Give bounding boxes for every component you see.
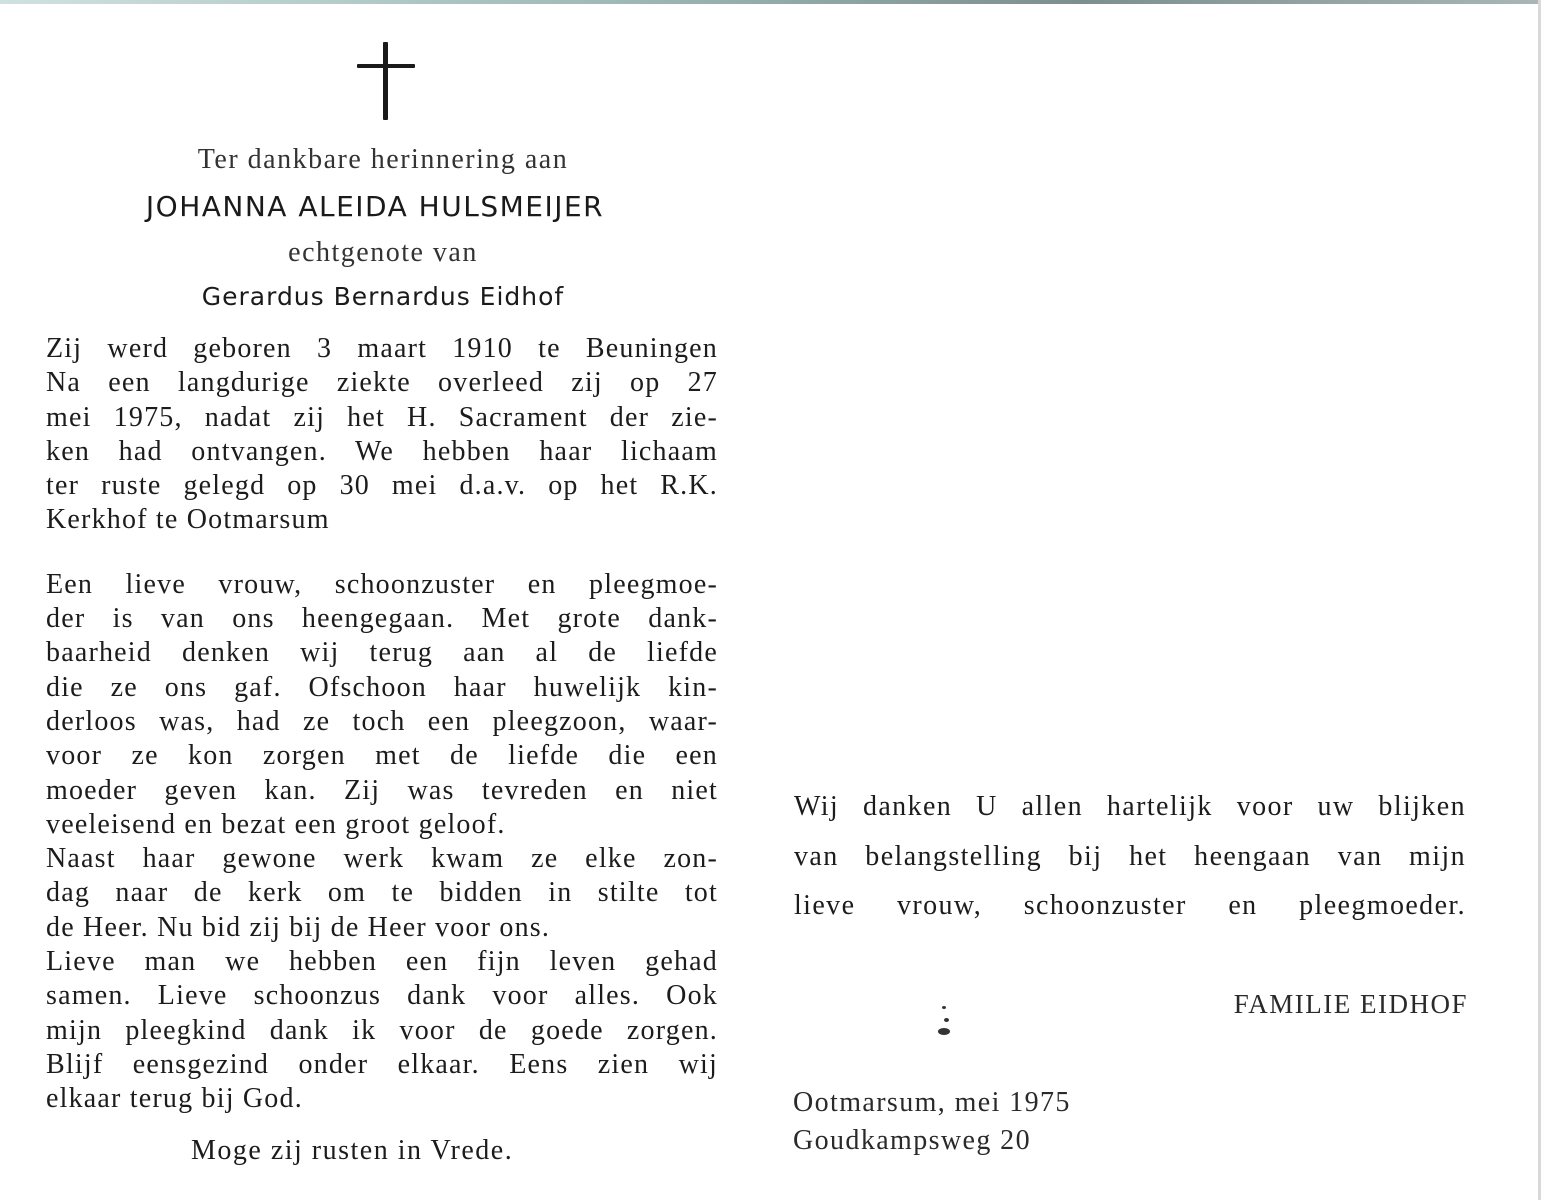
tribute-line: elkaar terug bij God. [46, 1083, 303, 1115]
family-signature: FAMILIE EIDHOF [1233, 989, 1468, 1019]
spouse-name: Gerardus Bernardus Eidhof [201, 282, 565, 311]
tribute-line: veeleisend en bezat een groot geloof. [46, 808, 506, 840]
address-line: Goudkampsweg 20 [793, 1125, 1031, 1156]
tribute-line: dag naar de kerk om te bidden in stilte tot [46, 877, 718, 909]
biography-paragraph [46, 332, 720, 538]
tribute-line: der is van ons heengegaan. Met grote dank- [46, 603, 718, 635]
spouse-of-line: echtgenote van [288, 237, 478, 268]
biography-line: ter ruste gelegd op 30 mei d.a.v. op het R.K. [46, 470, 718, 502]
thanks-line: van belangstelling bij het heengaan van mijn [794, 840, 1466, 872]
biography-line: ken had ontvangen. We hebben haar lichaam [46, 435, 718, 467]
deceased-name: JOHANNA ALEIDA HULSMEIJER [145, 190, 605, 223]
tribute-line: Een lieve vrouw, schoonzuster en pleegmoe- [46, 568, 718, 600]
place-date-block [793, 1084, 1071, 1160]
tribute-paragraph [46, 568, 720, 1117]
closing-line: Moge zij rusten in Vrede. [191, 1134, 514, 1166]
biography-line: Zij werd geboren 3 maart 1910 te Beuningen [46, 333, 718, 364]
tribute-line: die ze ons gaf. Ofschoon haar huwelijk kin- [46, 671, 718, 703]
tribute-line: de Heer. Nu bid zij bij de Heer voor ons. [46, 911, 551, 943]
tribute-line: moeder geven kan. Zij was tevreden en niet [46, 774, 718, 806]
tribute-line: mijn pleegkind dank ik voor de goede zorgen. [46, 1014, 718, 1046]
tribute-line: voor ze kon zorgen met de liefde die een [46, 740, 718, 772]
scan-top-edge [0, 0, 1541, 4]
tribute-line: baarheid denken wij terug aan al de liefde [46, 637, 718, 669]
intro-line: Ter dankbare herinnering aan [197, 144, 569, 175]
cross-icon [357, 42, 415, 120]
biography-line: mei 1975, nadat zij het H. Sacrament der zie- [46, 401, 718, 433]
tribute-line: derloos was, had ze toch een pleegzoon, waar- [46, 705, 718, 737]
tribute-line: samen. Lieve schoonzus dank voor alles. Ook [46, 980, 718, 1012]
thanks-line: lieve vrouw, schoonzuster en pleegmoeder. [794, 890, 1466, 921]
thanks-paragraph [794, 782, 1466, 931]
cross-horizontal-bar [357, 64, 415, 68]
cross-vertical-bar [383, 42, 388, 120]
tribute-line: Lieve man we hebben een fijn leven gehad [46, 946, 718, 978]
ink-speck-mark [934, 1004, 954, 1044]
thanks-line: Wij danken U allen hartelijk voor uw blijken [794, 791, 1466, 822]
biography-line: Na een langdurige ziekte overleed zij op 27 [46, 367, 718, 399]
memorial-left-column [46, 138, 720, 1199]
place-date-line: Ootmarsum, mei 1975 [793, 1087, 1071, 1118]
biography-line: Kerkhof te Ootmarsum [46, 504, 330, 536]
tribute-line: Blijf eensgezind onder elkaar. Eens zien wij [46, 1048, 718, 1080]
tribute-line: Naast haar gewone werk kwam ze elke zon- [46, 843, 718, 875]
